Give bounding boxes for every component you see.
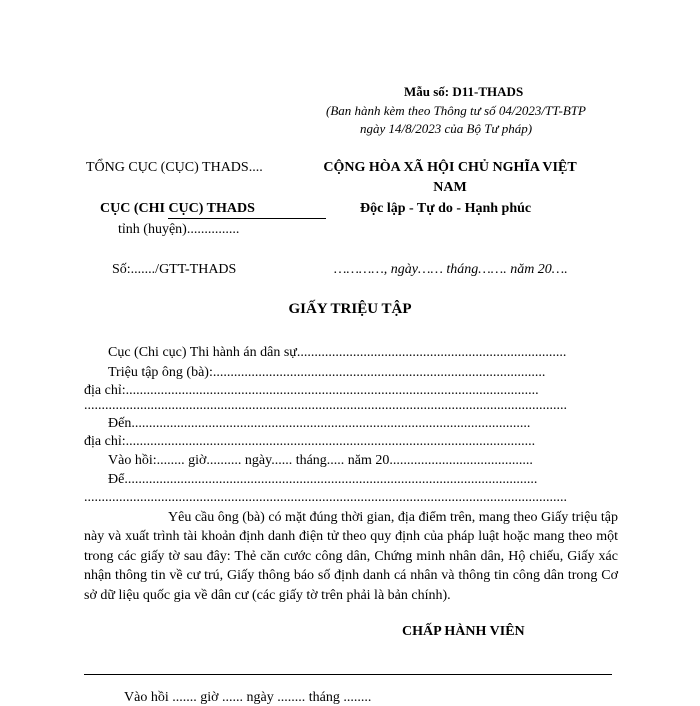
go-to-field: Đến.................................................................................................................. — [108, 416, 531, 431]
department-name: CỤC (CHI CỤC) THADS — [100, 201, 255, 216]
national-title-line1: CỘNG HÒA XÃ HỘI CHỦ NGHĨA VIỆT — [323, 160, 577, 175]
national-title-line2: NAM — [433, 180, 467, 195]
reference-number: Số:......./GTT-THADS — [112, 262, 237, 277]
form-number: Mẫu số: D11-THADS — [404, 84, 524, 99]
department-underline — [168, 218, 326, 219]
bottom-partial-text: Vào hồi ....... giờ ...... ngày ........ tháng ........ — [124, 690, 372, 705]
signer-title: CHẤP HÀNH VIÊN — [402, 624, 525, 639]
document-title: GIẤY TRIỆU TẬP — [288, 301, 412, 317]
address-field: địa chỉ:...................................................................................................................... — [84, 383, 539, 398]
place-date: …………, ngày…… tháng……. năm 20…. — [334, 262, 568, 277]
separator-line — [84, 674, 612, 675]
agency-field: Cục (Chi cục) Thi hành án dân sự............................................................................. — [108, 345, 567, 360]
purpose-field: Để...................................................................................................................... — [108, 472, 538, 487]
purpose-continued-field: .......................................................................................................................................... — [84, 490, 567, 505]
go-to-address-field: địa chỉ:..................................................................................................................... — [84, 434, 536, 449]
summoned-person-field: Triệu tập ông (bà):............................................................................................... — [108, 365, 546, 380]
time-field: Vào hồi:........ giờ.......... ngày...... tháng..... năm 20......................................... — [108, 453, 533, 468]
national-motto: Độc lập - Tự do - Hạnh phúc — [360, 201, 532, 216]
issued-with-text: (Ban hành kèm theo Thông tư số 04/2023/TT-BTP — [326, 103, 586, 118]
general-department-name: TỔNG CỤC (CỤC) THADS.... — [86, 160, 263, 175]
request-paragraph: Yêu cầu ông (bà) có mặt đúng thời gian, địa điểm trên, mang theo Giấy triệu tập này và xuất trình tài khoản định danh điện tử theo quy định của pháp luật hoặc mang theo một trong các giấy tờ sau đây: Thẻ căn cước công dân, Chứng minh nhân dân, Hộ chiếu, Giấy xác nhận thông tin về cư trú, Giấy thông báo số định danh cá nhân và thông tin công dân trong Cơ sở dữ liệu quốc gia về dân cư (các giấy tờ trên phải là bản chính). — [84, 510, 618, 603]
issued-date-text: ngày 14/8/2023 của Bộ Tư pháp) — [360, 121, 533, 136]
address-continued-field: .......................................................................................................................................... — [84, 398, 567, 413]
province-name: tỉnh (huyện)............... — [118, 222, 240, 237]
